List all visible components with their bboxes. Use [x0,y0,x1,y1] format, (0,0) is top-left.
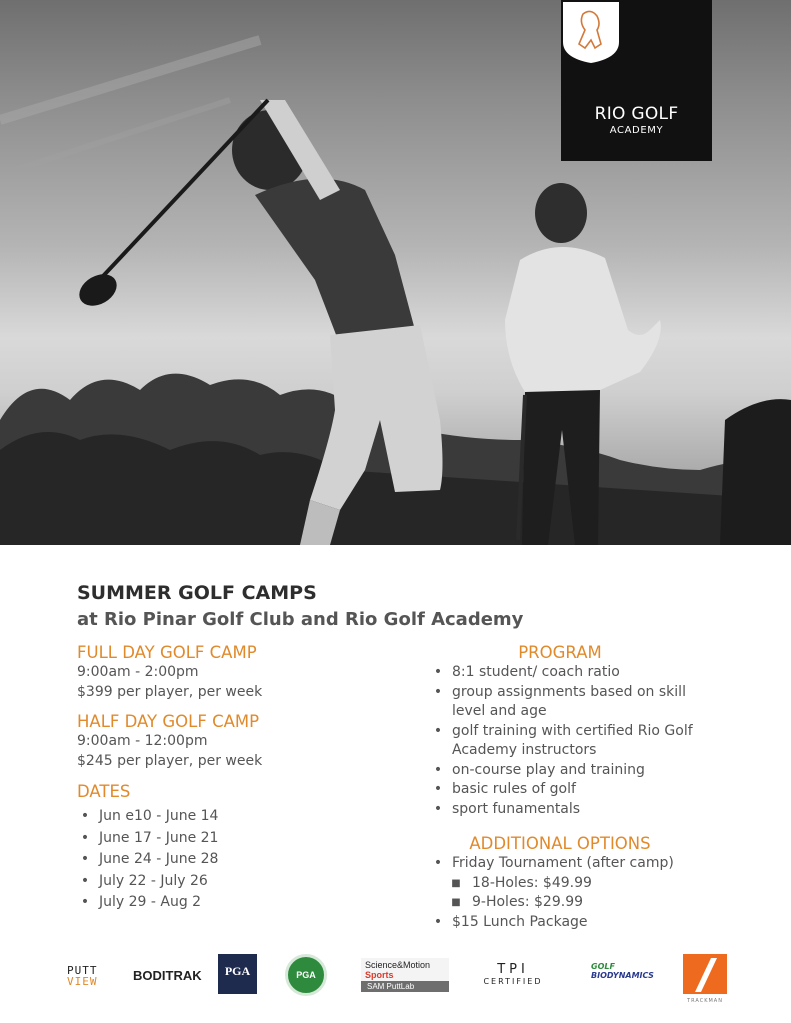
list-item: • on-course play and training [430,761,730,781]
pga-logo: PGA [218,954,257,994]
brand-name: RIO GOLF [594,104,679,124]
bullet-icon: • [433,722,443,739]
list-item: • $15 Lunch Package [430,913,730,933]
lunch-option-list [430,913,730,933]
trackman-mark-icon [683,954,727,994]
bullet-icon: • [80,808,90,824]
bullet-icon: • [433,913,443,930]
right-column [430,642,730,932]
half-day-price: $245 per player, per week [77,752,263,769]
golf-biodynamics-logo: GOLF BIODYNAMICS [591,962,654,980]
list-item: • sport funamentals [430,800,730,820]
list-item: • June 24 - June 28 [77,849,407,871]
list-item: ■ 9-Holes: $29.99 [430,893,730,913]
bullet-icon: • [80,894,90,910]
list-item: • July 29 - Aug 2 [77,892,407,914]
page-title: SUMMER GOLF CAMPS [77,582,317,604]
square-bullet-icon: ■ [451,877,461,889]
list-item: • July 22 - July 26 [77,871,407,893]
list-item: • Jun e10 - June 14 [77,806,407,828]
bullet-icon: • [80,829,90,846]
tpi-logo: TPI CERTIFIED [483,962,543,986]
full-day-price: $399 per player, per week [77,683,263,700]
brand-sub: ACADEMY [609,125,664,136]
program-list [430,663,730,819]
left-column [77,642,407,914]
bullet-icon: • [433,855,443,871]
dates-title: DATES [77,782,131,801]
full-day-hours: 9:00am - 2:00pm [77,664,199,680]
list-item: • group assignments based on skill level and age [433,683,686,719]
square-bullet-icon: ■ [451,897,461,908]
trackman-logo [683,954,727,994]
bullet-icon: • [80,851,90,867]
list-item: • 8:1 student/ coach ratio [430,663,730,683]
program-title: PROGRAM [518,643,602,662]
pga-certified-logo: PGA [285,954,327,996]
boditrak-logo: BODITRAK [133,968,202,983]
half-day-title: HALF DAY GOLF CAMP [77,712,260,731]
list-item: • June 17 - June 21 [77,828,407,850]
science-motion-logo: Science&Motion Sports SAM PuttLab [361,958,449,994]
dates-list [77,806,407,914]
bullet-icon: • [433,800,443,817]
additional-options-list [430,854,730,874]
additional-options-title: ADDITIONAL OPTIONS [469,834,651,853]
half-day-hours: 9:00am - 12:00pm [77,733,208,749]
list-item: • basic rules of golf [430,780,730,800]
shield-crest-icon [561,0,621,65]
trackman-label: TRACKMAN [687,998,723,1004]
bullet-icon: • [433,761,443,778]
tournament-options-list [430,874,730,913]
page-subtitle: at Rio Pinar Golf Club and Rio Golf Academy [77,609,524,630]
bullet-icon: • [80,872,90,889]
brand-logo-box [561,0,712,161]
full-day-title: FULL DAY GOLF CAMP [77,643,257,662]
bullet-icon: • [433,664,443,680]
list-item: • golf training with certified Rio Golf Academy instructors [433,722,693,758]
bullet-icon: • [433,781,443,797]
partner-logos [0,950,791,1010]
list-item: ■ 18-Holes: $49.99 [430,874,730,894]
puttview-logo: PUTT VIEW [67,964,98,988]
list-item: • Friday Tournament (after camp) [430,854,730,874]
bullet-icon: • [433,683,443,700]
